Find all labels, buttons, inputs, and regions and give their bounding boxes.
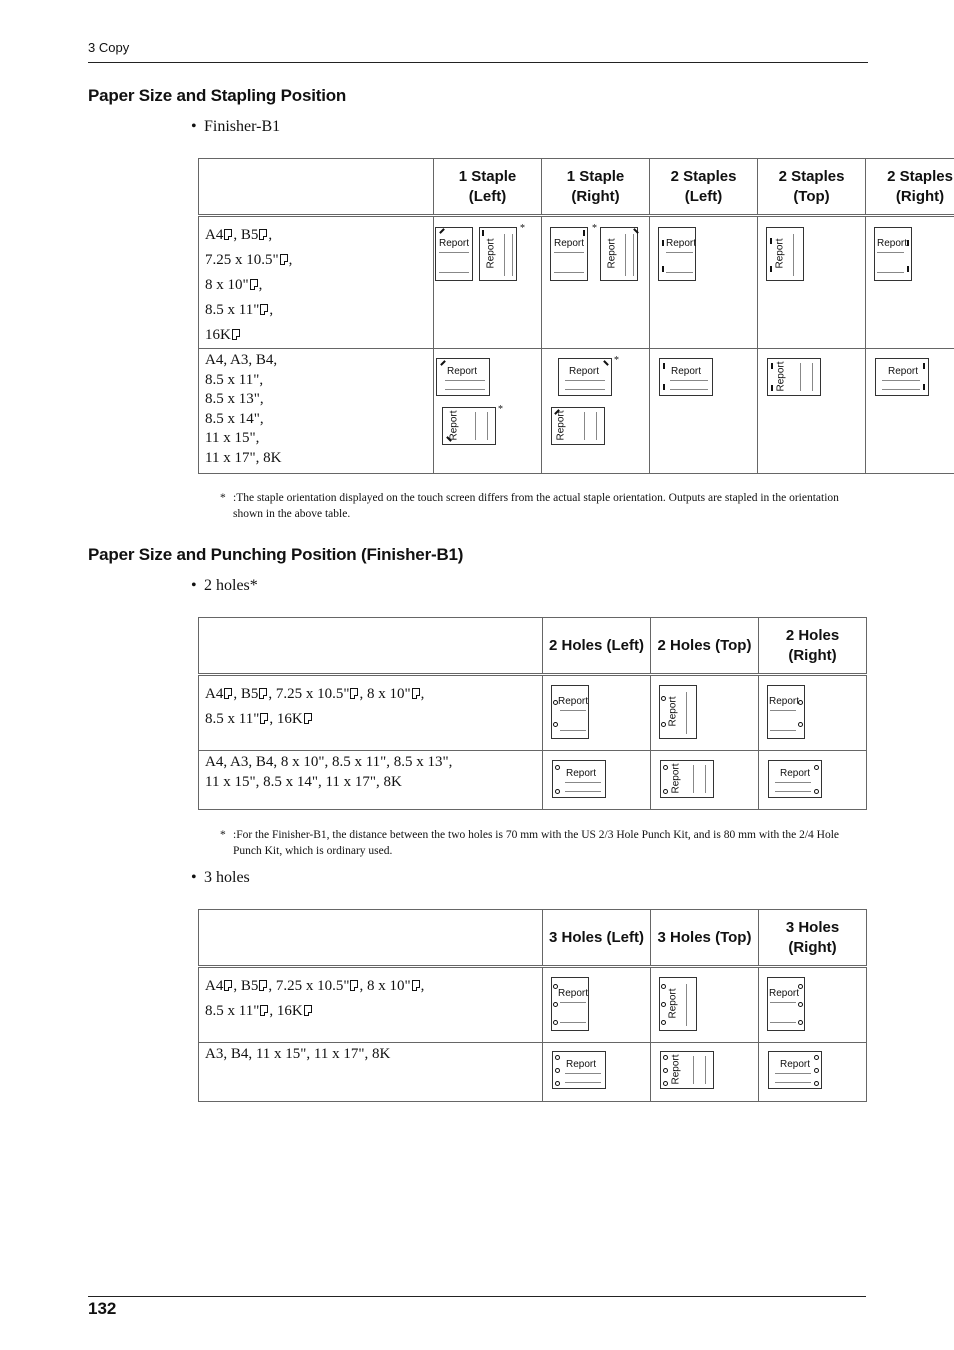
sheet-diagram	[874, 227, 912, 281]
size-line: 8.5 x 13",	[205, 391, 264, 407]
sheet-diagram	[659, 977, 697, 1031]
report-label: Report	[558, 696, 589, 707]
sheet-diagram	[442, 407, 496, 445]
portrait-icon	[224, 980, 232, 991]
report-label: Report	[666, 238, 697, 249]
portrait-icon	[350, 980, 358, 991]
hole-icon	[798, 1002, 803, 1007]
bullet-2-holes: • 2 holes*	[204, 577, 258, 595]
bullet-finisher: • Finisher-B1	[204, 118, 280, 136]
hole-icon	[663, 1055, 668, 1060]
report-label: Report	[769, 988, 800, 999]
portrait-icon	[350, 688, 358, 699]
stapling-table	[198, 158, 954, 474]
size-line: 11 x 17", 8K	[205, 449, 282, 466]
fig-1-staple-right-portrait: Report * Report	[542, 216, 650, 349]
report-label: Report	[671, 366, 702, 377]
staple-icon	[662, 266, 664, 272]
staple-icon	[482, 230, 484, 236]
col-3-holes-right: 3 Holes (Right)	[759, 910, 867, 967]
header-rule	[88, 62, 868, 63]
staple-icon	[907, 266, 909, 272]
hole-icon	[661, 1020, 666, 1025]
size-line: A4 , B5 ,	[205, 227, 273, 243]
sheet-diagram	[435, 227, 473, 281]
section-title-punching: Paper Size and Punching Position (Finisher-B1)	[88, 545, 464, 564]
fig-3-holes-right-portrait	[759, 967, 867, 1043]
size-line: 7.25 x 10.5" ,	[205, 252, 293, 268]
report-label: Report	[569, 366, 600, 377]
hole-icon	[661, 984, 666, 989]
size-line: 8.5 x 11" , 16K	[205, 999, 542, 1024]
sheet-diagram	[600, 227, 638, 281]
col-2-holes-left: 2 Holes (Left)	[543, 618, 651, 675]
portrait-icon	[232, 329, 240, 340]
hole-icon	[798, 1020, 803, 1025]
size-line: 11 x 15", 8.5 x 14", 11 x 17", 8K	[205, 773, 402, 790]
size-line: 8.5 x 14",	[205, 410, 264, 427]
portrait-icon	[250, 279, 258, 290]
size-line: 11 x 15",	[205, 430, 260, 446]
portrait-icon	[224, 229, 232, 240]
report-label: Report	[769, 696, 800, 707]
col-3-holes-left: 3 Holes (Left)	[543, 910, 651, 967]
staple-icon	[770, 266, 772, 272]
staple-icon	[440, 360, 446, 366]
hole-icon	[663, 1081, 668, 1086]
sheet-diagram	[479, 227, 517, 281]
portrait-icon	[260, 713, 268, 724]
hole-icon	[661, 1002, 666, 1007]
sheet-diagram	[558, 358, 612, 396]
col-3-holes-top: 3 Holes (Top)	[651, 910, 759, 967]
hole-icon	[553, 722, 558, 727]
col-2-holes-top: 2 Holes (Top)	[651, 618, 759, 675]
hole-icon	[814, 1081, 819, 1086]
fig-2-staples-top-portrait	[758, 216, 866, 349]
report-label: Report	[566, 1059, 597, 1070]
sizes-cell-landscape	[199, 751, 543, 810]
col-1-staple-right: 1 Staple (Right)	[542, 159, 650, 216]
size-line: A3, B4, 11 x 15", 11 x 17", 8K	[205, 1046, 391, 1062]
report-label: Report	[566, 768, 597, 779]
fig-3-holes-right-landscape	[759, 1043, 867, 1102]
report-label: Report	[447, 366, 478, 377]
staple-icon	[923, 384, 925, 390]
footer-rule	[88, 1296, 866, 1297]
size-line: A4, A3, B4, 8 x 10", 8.5 x 11", 8.5 x 13",	[205, 754, 453, 770]
header-empty	[199, 618, 543, 675]
report-label: Report	[439, 238, 470, 249]
bullet-3-holes: • 3 holes	[204, 869, 250, 887]
hole-icon	[814, 789, 819, 794]
size-line: 8.5 x 11",	[205, 371, 264, 388]
header-empty	[199, 159, 434, 216]
sheet-diagram	[768, 760, 822, 798]
report-label: Report	[780, 768, 811, 779]
sizes-cell-portrait	[199, 216, 434, 349]
fig-3-holes-top-portrait	[651, 967, 759, 1043]
hole-icon	[814, 765, 819, 770]
sheet-diagram	[552, 1051, 606, 1089]
report-label: Report	[667, 696, 679, 727]
sheet-diagram	[658, 227, 696, 281]
report-label: Report	[670, 1054, 682, 1085]
staple-icon	[663, 363, 665, 369]
sheet-diagram	[767, 977, 805, 1031]
punching-footnote: * :For the Finisher-B1, the distance between the two holes is 70 mm with the US 2/3 Hole Punch Kit, and is 80 mm with the 2/4 Hole Punch Kit, which is ordinary used.	[220, 829, 840, 857]
report-label: Report	[888, 366, 919, 377]
sizes-cell-landscape	[199, 1043, 543, 1102]
hole-icon	[553, 1020, 558, 1025]
hole-icon	[814, 1068, 819, 1073]
sizes-cell-portrait	[199, 675, 543, 751]
col-2-staples-left: 2 Staples (Left)	[650, 159, 758, 216]
report-label: Report	[448, 410, 460, 441]
sheet-diagram	[550, 227, 588, 281]
portrait-icon	[259, 980, 267, 991]
hole-icon	[555, 765, 560, 770]
size-line: 8 x 10" ,	[205, 277, 263, 293]
fig-3-holes-left-portrait	[543, 967, 651, 1043]
sheet-diagram	[660, 1051, 714, 1089]
portrait-icon	[260, 1005, 268, 1016]
hole-icon	[798, 722, 803, 727]
fig-2-staples-left-landscape	[650, 349, 758, 474]
hole-icon	[555, 789, 560, 794]
hole-icon	[661, 696, 666, 701]
page-number: 132	[88, 1299, 117, 1318]
staple-icon	[662, 240, 664, 246]
hole-icon	[555, 1068, 560, 1073]
size-line: A4, A3, B4,	[205, 352, 278, 368]
sizes-cell-portrait	[199, 967, 543, 1043]
hole-icon	[663, 789, 668, 794]
size-line: A4 , B5 , 7.25 x 10.5" , 8 x 10" ,	[205, 978, 425, 994]
portrait-icon	[259, 229, 267, 240]
staple-icon	[583, 230, 585, 236]
staple-icon	[770, 238, 772, 244]
fig-2-holes-right-portrait	[759, 675, 867, 751]
report-label: Report	[877, 238, 908, 249]
fig-1-staple-left-landscape: Report Report *	[434, 349, 542, 474]
portrait-icon	[260, 304, 268, 315]
size-line: 16K	[205, 323, 433, 348]
fig-2-holes-top-landscape	[651, 751, 759, 810]
sheet-diagram	[875, 358, 929, 396]
fig-2-holes-left-portrait	[543, 675, 651, 751]
sheet-diagram	[436, 358, 490, 396]
fig-2-staples-left-portrait	[650, 216, 758, 349]
report-label: Report	[555, 410, 567, 441]
hole-icon	[555, 1081, 560, 1086]
hole-icon	[663, 1068, 668, 1073]
col-2-staples-top: 2 Staples (Top)	[758, 159, 866, 216]
report-label: Report	[774, 238, 786, 269]
two-holes-table	[198, 617, 867, 810]
col-2-staples-right: 2 Staples (Right)	[866, 159, 954, 216]
report-label: Report	[780, 1059, 811, 1070]
fig-3-holes-top-landscape	[651, 1043, 759, 1102]
hole-icon	[555, 1055, 560, 1060]
staple-icon	[663, 384, 665, 390]
portrait-icon	[280, 254, 288, 265]
report-label: Report	[554, 238, 585, 249]
sheet-diagram	[551, 685, 589, 739]
section-title-stapling: Paper Size and Stapling Position	[88, 86, 347, 105]
fig-1-staple-left-portrait: Report Report *	[434, 216, 542, 349]
portrait-icon	[304, 713, 312, 724]
report-label: Report	[558, 988, 589, 999]
portrait-icon	[259, 688, 267, 699]
size-line: A4 , B5 , 7.25 x 10.5" , 8 x 10" ,	[205, 686, 425, 702]
fig-2-holes-left-landscape	[543, 751, 651, 810]
fig-2-holes-right-landscape	[759, 751, 867, 810]
sheet-diagram	[551, 407, 605, 445]
running-header: 3 Copy	[88, 40, 130, 55]
sheet-diagram	[767, 685, 805, 739]
header-empty	[199, 910, 543, 967]
size-line: 8.5 x 11" ,	[205, 302, 274, 318]
sheet-diagram	[551, 977, 589, 1031]
report-label: Report	[606, 238, 618, 269]
sheet-diagram	[660, 760, 714, 798]
sheet-diagram	[659, 685, 697, 739]
fig-2-staples-right-landscape	[866, 349, 954, 474]
fig-1-staple-right-landscape: Report * Report	[542, 349, 650, 474]
sheet-diagram	[659, 358, 713, 396]
portrait-icon	[224, 688, 232, 699]
staple-icon	[771, 363, 773, 369]
sheet-diagram	[552, 760, 606, 798]
fig-2-holes-top-portrait	[651, 675, 759, 751]
hole-icon	[814, 1055, 819, 1060]
report-label: Report	[485, 238, 497, 269]
sheet-diagram	[767, 358, 821, 396]
hole-icon	[661, 722, 666, 727]
fig-2-staples-top-landscape	[758, 349, 866, 474]
three-holes-table	[198, 909, 867, 1102]
hole-icon	[553, 1002, 558, 1007]
report-label: Report	[670, 763, 682, 794]
staple-icon	[771, 385, 773, 391]
hole-icon	[663, 765, 668, 770]
sheet-diagram	[768, 1051, 822, 1089]
sheet-diagram	[766, 227, 804, 281]
fig-3-holes-left-landscape	[543, 1043, 651, 1102]
staple-icon	[633, 228, 639, 234]
fig-2-staples-right-portrait	[866, 216, 954, 349]
col-2-holes-right: 2 Holes (Right)	[759, 618, 867, 675]
staple-icon	[923, 363, 925, 369]
staple-icon	[439, 228, 445, 234]
portrait-icon	[304, 1005, 312, 1016]
sizes-cell-landscape	[199, 349, 434, 474]
portrait-icon	[412, 980, 420, 991]
report-label: Report	[667, 988, 679, 1019]
staple-icon	[603, 360, 609, 366]
size-line: 8.5 x 11" , 16K	[205, 707, 542, 732]
portrait-icon	[412, 688, 420, 699]
stapling-footnote: * :The staple orientation displayed on the touch screen differs from the actual staple orientation. Outputs are stapled in the orientation shown in the above table.	[220, 492, 839, 520]
staple-icon	[907, 240, 909, 246]
report-label: Report	[775, 361, 787, 392]
col-1-staple-left: 1 Staple (Left)	[434, 159, 542, 216]
